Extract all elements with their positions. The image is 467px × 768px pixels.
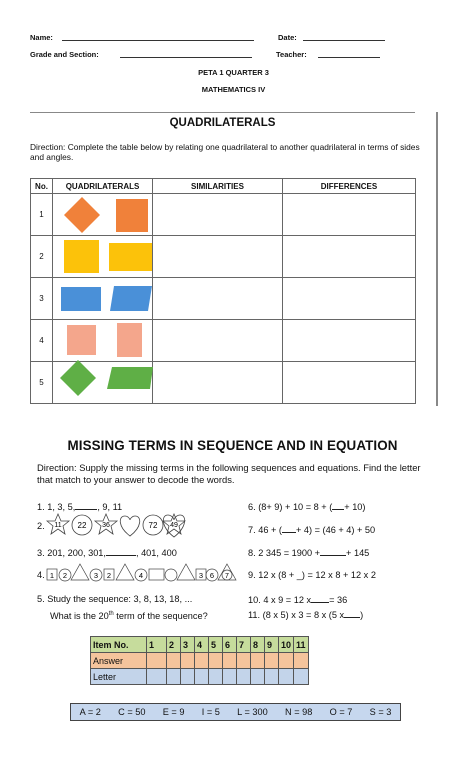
letter-cell[interactable] xyxy=(294,669,309,685)
answer-row xyxy=(91,653,309,669)
row-number: 4 xyxy=(31,320,53,362)
key-entry: S = 3 xyxy=(369,707,392,717)
answer-blank[interactable] xyxy=(344,609,360,618)
key-entry: I = 5 xyxy=(201,707,220,717)
circle-icon xyxy=(165,569,177,581)
heart-icon xyxy=(163,515,184,537)
part2-direction: Direction: Supply the missing terms in the following sequences and equations. Find the letter that match to your answer to decode the words. xyxy=(37,462,421,485)
triangle-icon xyxy=(177,564,195,580)
missing-terms-title: MISSING TERMS IN SEQUENCE AND IN EQUATION xyxy=(67,438,398,453)
blue-rectangle-shape xyxy=(61,287,101,311)
square-icon xyxy=(149,569,164,580)
item-10: 10. 4 x 9 = 12 x = 36 xyxy=(248,595,348,605)
sequence-value: 3 xyxy=(93,571,99,580)
orange-diamond-shape xyxy=(64,197,100,233)
answer-cell[interactable] xyxy=(265,653,279,669)
letter-cell[interactable] xyxy=(279,669,294,685)
part1-direction: Direction: Complete the table below by relating one quadrilateral to another quadrilateral in terms of sides and angles. xyxy=(30,142,420,162)
subject-title: MATHEMATICS IV xyxy=(201,85,266,94)
item-number: 9 xyxy=(265,637,279,653)
sequence-value: 72 xyxy=(148,521,158,530)
answer-blank[interactable] xyxy=(75,501,97,510)
answer-cell[interactable] xyxy=(181,653,195,669)
answer-cell[interactable] xyxy=(167,653,181,669)
letter-cell[interactable] xyxy=(265,669,279,685)
yellow-rectangle-shape xyxy=(109,243,152,271)
answer-cell[interactable] xyxy=(279,653,294,669)
item-3: 3. 201, 200, 301, , 401, 400 xyxy=(37,548,177,558)
row-number: 3 xyxy=(31,278,53,320)
heart-icon xyxy=(120,516,139,536)
sequence-value: 6 xyxy=(209,571,215,580)
green-diamond-shape xyxy=(60,360,96,396)
item-number: 8 xyxy=(251,637,265,653)
item-number-row xyxy=(91,637,309,653)
item-number: 3 xyxy=(181,637,195,653)
letter-cell[interactable] xyxy=(167,669,181,685)
sequence-value: 2 xyxy=(106,571,112,580)
letter-cell[interactable] xyxy=(209,669,223,685)
answer-blank[interactable] xyxy=(106,547,136,556)
answer-cell[interactable] xyxy=(251,653,265,669)
answer-blank[interactable] xyxy=(311,594,329,603)
row-label: Letter xyxy=(91,669,147,685)
yellow-rectangle-shape xyxy=(64,240,99,273)
item-9: 9. 12 x (8 + _) = 12 x 8 + 12 x 2 xyxy=(248,570,376,580)
row-number: 1 xyxy=(31,194,53,236)
letter-cell[interactable] xyxy=(181,669,195,685)
item-number: 4 xyxy=(195,637,209,653)
item-7: 7. 46 + ( + 4) = (46 + 4) + 50 xyxy=(248,525,376,535)
row-number: 2 xyxy=(31,236,53,278)
name-label: Name: xyxy=(30,33,53,42)
triangle-icon xyxy=(116,564,134,580)
item-8: 8. 2 345 = 1900 + + 145 xyxy=(248,548,370,558)
pink-rectangle-shape xyxy=(67,325,96,355)
col-quadrilaterals: QUADRILATERALS xyxy=(53,179,153,194)
sequence-value: 7 xyxy=(225,573,229,580)
item-1: 1. 1, 3, 5, , 9, 11 xyxy=(37,502,123,512)
key-entry: A = 2 xyxy=(79,707,101,717)
item-number: 11 xyxy=(294,637,309,653)
item-11: 11. (8 x 5) x 3 = 8 x (5 x ) xyxy=(248,610,364,620)
row-label: Item No. xyxy=(91,637,147,653)
item-number: 5 xyxy=(209,637,223,653)
letter-cell[interactable] xyxy=(251,669,265,685)
item-number: 2 xyxy=(167,637,181,653)
triangle-icon xyxy=(71,564,89,580)
col-no: No. xyxy=(31,179,53,194)
peta-title: PETA 1 QUARTER 3 xyxy=(198,68,269,77)
answer-cell[interactable] xyxy=(195,653,209,669)
item-number: 10 xyxy=(279,637,294,653)
item-number: 7 xyxy=(237,637,251,653)
grade-label: Grade and Section: xyxy=(30,50,99,59)
answer-cell[interactable] xyxy=(294,653,309,669)
item-2-label: 2. xyxy=(37,521,45,531)
row-label: Answer xyxy=(91,653,147,669)
col-differences: DIFFERENCES xyxy=(283,179,416,194)
item-number: 1 xyxy=(147,637,167,653)
sequence-value: 11 xyxy=(54,522,62,529)
letter-row xyxy=(91,669,309,685)
answer-table xyxy=(90,636,309,685)
key-entry: C = 50 xyxy=(118,707,146,717)
answer-blank[interactable] xyxy=(332,501,344,510)
item-4-label: 4. xyxy=(37,570,45,580)
answer-blank[interactable] xyxy=(282,524,296,533)
sequence-value: 3 xyxy=(198,571,204,580)
letter-cell[interactable] xyxy=(195,669,209,685)
key-entry: E = 9 xyxy=(162,707,185,717)
key-entry: L = 300 xyxy=(237,707,268,717)
sequence-value: 4 xyxy=(138,571,144,580)
key-entry: O = 7 xyxy=(329,707,353,717)
item-number: 6 xyxy=(223,637,237,653)
pink-rectangle-shape xyxy=(117,323,142,357)
letter-cell[interactable] xyxy=(237,669,251,685)
sequence-value: 1 xyxy=(49,571,55,580)
item-4-shapes xyxy=(46,563,211,583)
sequence-value: 2 xyxy=(62,571,68,580)
col-similarities: SIMILARITIES xyxy=(153,179,283,194)
letter-cell[interactable] xyxy=(223,669,237,685)
answer-blank[interactable] xyxy=(320,547,346,556)
green-parallelogram-shape xyxy=(107,367,153,389)
sequence-value: 36 xyxy=(102,522,110,529)
item-6: 6. (8+ 9) + 10 = 8 + ( + 10) xyxy=(248,502,366,512)
answer-cell[interactable] xyxy=(147,653,167,669)
item-5: 5. Study the sequence: 3, 8, 13, 18, ... xyxy=(37,594,193,604)
letter-cell[interactable] xyxy=(147,669,167,685)
orange-square-shape xyxy=(116,199,148,232)
key-entry: N = 98 xyxy=(285,707,313,717)
sequence-value: 49 xyxy=(170,522,178,529)
answer-cell[interactable] xyxy=(237,653,251,669)
answer-cell[interactable] xyxy=(223,653,237,669)
row-number: 5 xyxy=(31,362,53,404)
answer-cell[interactable] xyxy=(209,653,223,669)
teacher-label: Teacher: xyxy=(276,50,307,59)
item-2-heart-end xyxy=(160,512,188,540)
quadrilaterals-title: QUADRILATERALS xyxy=(169,117,276,129)
letter-key xyxy=(70,703,401,721)
item-5-question: What is the 20th term of the sequence? xyxy=(50,611,208,622)
blue-parallelogram-shape xyxy=(110,286,152,311)
item-4-shapes-end xyxy=(205,563,245,583)
sequence-value: 22 xyxy=(77,521,87,530)
date-label: Date: xyxy=(278,33,297,42)
